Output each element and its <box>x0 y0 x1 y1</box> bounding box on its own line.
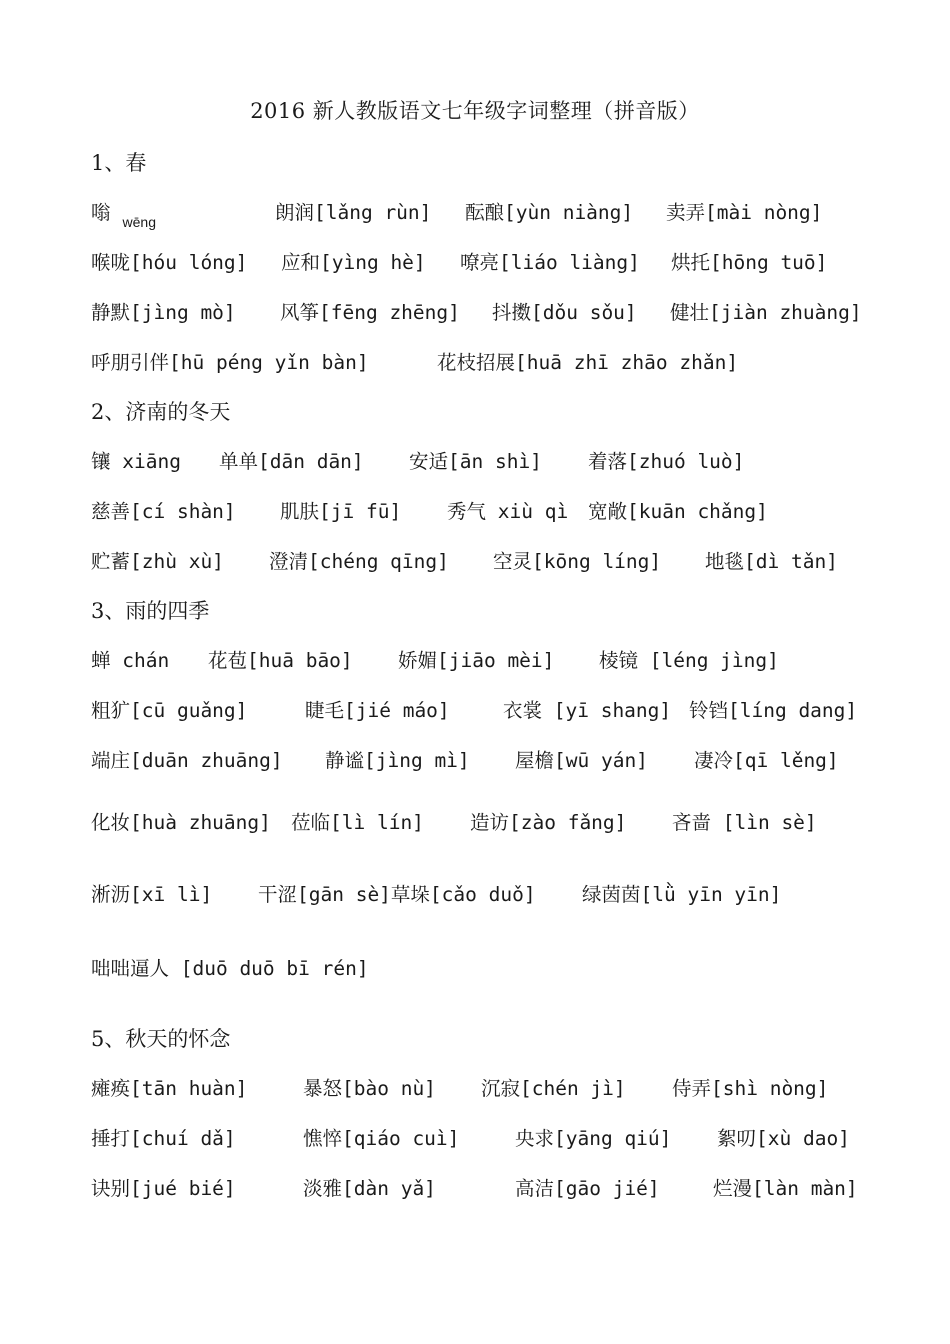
word-entry: 化妆[huà zhuāng] <box>91 811 271 834</box>
word-entry: 慈善[cí shàn] <box>91 500 236 523</box>
word-entry: 沉寂[chén jì] <box>481 1077 626 1100</box>
word-entry: 高洁[gāo jié] <box>515 1177 660 1200</box>
word-row <box>91 645 871 675</box>
word-row <box>91 347 871 377</box>
section-heading-2: 2、济南的冬天 <box>91 400 231 424</box>
word-entry: 风筝[fēng zhēng] <box>280 301 460 324</box>
word-entry: 絮叨[xù dao] <box>717 1127 850 1150</box>
word-row <box>91 197 871 230</box>
word-entry: 棱镜 [léng jìng] <box>599 649 779 672</box>
word-entry: 凄冷[qī lěng] <box>694 749 839 772</box>
word-entry: 蝉 chán <box>91 649 170 672</box>
word-row <box>91 879 871 909</box>
word-entry: 秀气 xiù qì <box>447 500 569 523</box>
word-entry: 烂漫[làn màn] <box>713 1177 858 1200</box>
word-entry: 莅临[lì lín] <box>291 811 424 834</box>
word-entry: 空灵[kōng líng] <box>493 550 662 573</box>
word-row <box>91 953 871 983</box>
word-entry: 澄清[chéng qīng] <box>269 550 449 573</box>
word-entry: 诀别[jué bié] <box>91 1177 236 1200</box>
word-entry: 铃铛[líng dang] <box>689 699 858 722</box>
word-entry: 咄咄逼人 [duō duō bī rén] <box>91 957 369 980</box>
word-entry: 衣裳 [yī shang] <box>503 699 672 722</box>
word-row <box>91 247 871 277</box>
word-entry: 静默[jìng mò] <box>91 301 236 324</box>
word-entry: 淅沥[xī lì] <box>91 883 213 906</box>
word-entry: 嗡 $_{wēng}$ <box>91 201 156 230</box>
word-entry: 淡雅[dàn yǎ] <box>303 1177 436 1200</box>
word-entry: 憔悴[qiáo cuì] <box>303 1127 460 1150</box>
word-row <box>91 1173 871 1203</box>
word-entry: 端庄[duān zhuāng] <box>91 749 283 772</box>
word-entry: 干涩[gān sè]草垛[cǎo duǒ] <box>258 883 536 906</box>
word-entry: 花苞[huā bāo] <box>208 649 353 672</box>
word-entry: 抖擞[dǒu sǒu] <box>492 301 637 324</box>
section-heading-5: 5、秋天的怀念 <box>91 1027 231 1051</box>
word-row <box>91 807 871 837</box>
word-row <box>91 446 871 476</box>
word-entry: 央求[yāng qiú] <box>515 1127 672 1150</box>
word-entry: 花枝招展[huā zhī zhāo zhǎn] <box>437 351 739 374</box>
word-entry: 捶打[chuí dǎ] <box>91 1127 236 1150</box>
word-row <box>91 1073 871 1103</box>
word-entry: 娇媚[jiāo mèi] <box>398 649 555 672</box>
word-row <box>91 1123 871 1153</box>
word-entry: 应和[yìng hè] <box>281 251 426 274</box>
word-entry: 烘托[hōng tuō] <box>671 251 828 274</box>
word-entry: 暴怒[bào nù] <box>303 1077 436 1100</box>
word-entry: 地毯[dì tǎn] <box>705 550 838 573</box>
word-entry: 侍弄[shì nòng] <box>672 1077 829 1100</box>
word-entry: 屋檐[wū yán] <box>515 749 648 772</box>
word-entry: 镶 xiāng <box>91 450 181 473</box>
word-entry: 瘫痪[tān huàn] <box>91 1077 248 1100</box>
word-entry: 贮蓄[zhù xù] <box>91 550 224 573</box>
word-entry: 宽敞[kuān chǎng] <box>588 500 768 523</box>
word-entry: 卖弄[mài nòng] <box>666 201 823 224</box>
word-entry: 绿茵茵[lǜ yīn yīn] <box>582 883 782 906</box>
word-entry: 造访[zào fǎng] <box>470 811 627 834</box>
section-heading-1: 1、春 <box>91 151 147 175</box>
word-entry: 健壮[jiàn zhuàng] <box>670 301 862 324</box>
word-entry: 呼朋引伴[hū péng yǐn bàn] <box>91 351 369 374</box>
word-row <box>91 546 871 576</box>
word-entry: 朗润[lǎng rùn] <box>275 201 432 224</box>
word-row <box>91 297 871 327</box>
word-entry: 静谧[jìng mì] <box>325 749 470 772</box>
word-entry: 肌肤[jī fū] <box>280 500 402 523</box>
word-entry: 粗犷[cū guǎng] <box>91 699 248 722</box>
word-entry: 睫毛[jié máo] <box>305 699 450 722</box>
word-row <box>91 745 871 775</box>
document-title: 2016 新人教版语文七年级字词整理（拼音版） <box>250 99 700 123</box>
word-pinyin: wēng <box>122 214 156 230</box>
word-entry: 喉咙[hóu lóng] <box>91 251 248 274</box>
word-entry: 安适[ān shì] <box>409 450 542 473</box>
word-entry: 单单[dān dān] <box>219 450 364 473</box>
word-row <box>91 695 871 725</box>
word-entry: 着落[zhuó luò] <box>588 450 745 473</box>
section-heading-3: 3、雨的四季 <box>91 599 210 623</box>
word-entry: 酝酿[yùn niàng] <box>465 201 634 224</box>
word-entry: 吝啬 [lìn sè] <box>672 811 817 834</box>
word-row <box>91 496 871 526</box>
word-entry: 嘹亮[liáo liàng] <box>460 251 640 274</box>
